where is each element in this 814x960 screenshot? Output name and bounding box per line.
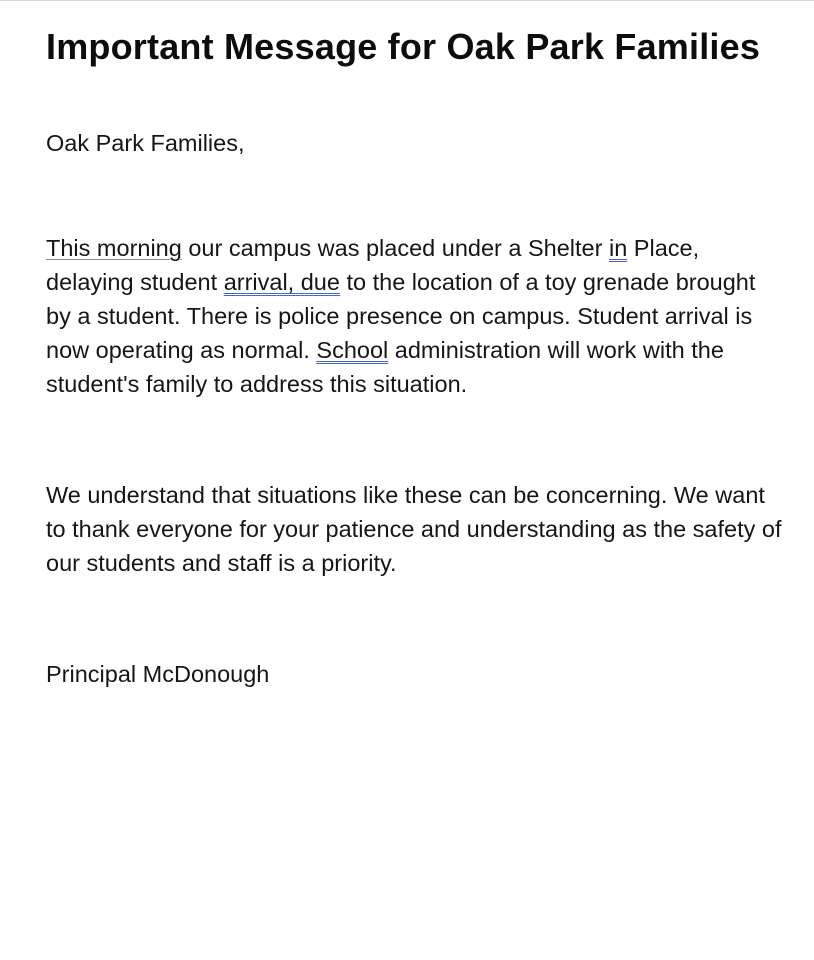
grammar-flag-arrival-due: arrival, due bbox=[223, 269, 340, 295]
paragraph-thanks: We understand that situations like these can be concerning. We want to thank everyone for your patience and understanding as the safety of our students and staff is a priority. bbox=[46, 482, 782, 576]
grammar-flag-in: in bbox=[608, 235, 628, 261]
paragraph-text: administration will work with the student's family to address this situation. bbox=[46, 337, 724, 397]
paragraph-announcement bbox=[46, 231, 786, 401]
grammar-flag-school: School bbox=[316, 337, 389, 363]
paragraph-text: to the location of a toy grenade brought by a student. There is police presence on campus. Student arrival is now operating as normal. bbox=[46, 269, 756, 363]
paragraph-text: our campus was placed under a Shelter bbox=[181, 235, 609, 261]
paragraph-text: Place, delaying student bbox=[46, 235, 700, 295]
signature: Principal McDonough bbox=[46, 661, 270, 687]
underlined-phrase-this-morning: This morning bbox=[46, 235, 182, 261]
greeting: Oak Park Families, bbox=[46, 130, 245, 156]
message-document bbox=[46, 22, 786, 691]
top-divider bbox=[0, 0, 814, 1]
message-title: Important Message for Oak Park Families bbox=[46, 26, 761, 67]
